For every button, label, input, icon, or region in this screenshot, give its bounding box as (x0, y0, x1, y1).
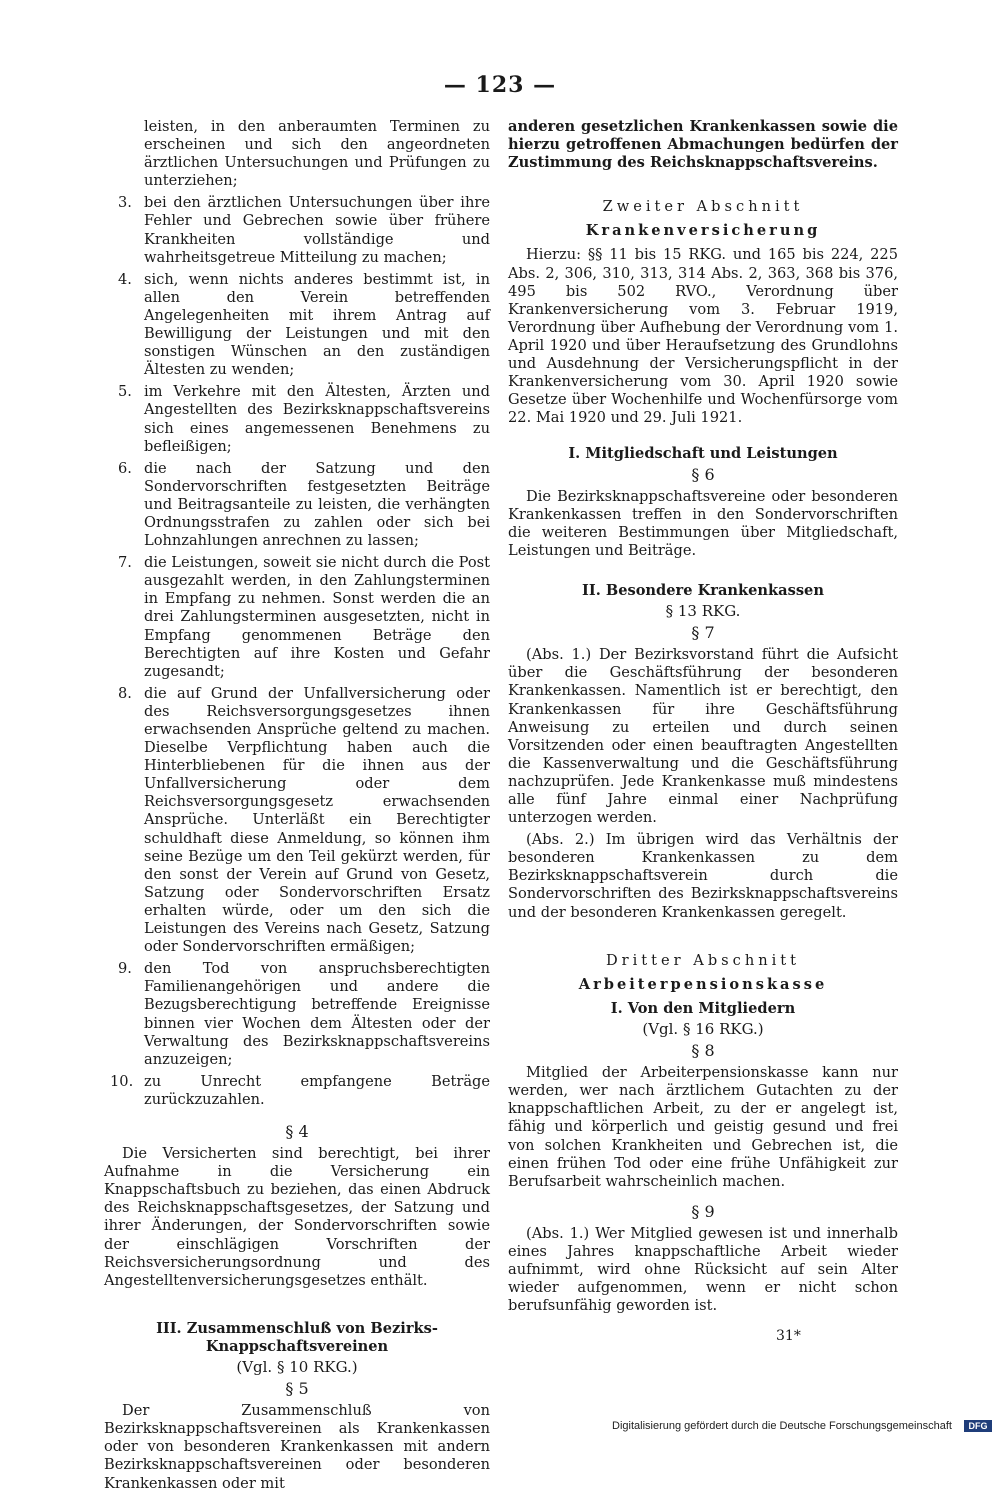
list-item-number: 10. (110, 1072, 134, 1090)
dfg-logo: DFG (964, 1420, 992, 1432)
list-item (104, 1073, 490, 1109)
list-item-text: bei den ärztlichen Untersuchungen über ihre Fehler und Gebrechen sowie über frühere Krankheiten vollständige und wahrheitsgetreue Mitteilung zu machen; (144, 194, 490, 266)
section-3-title: III. Zusammenschluß von Bezirks-Knappschaftsvereinen (156, 1319, 438, 1355)
paragraph-4-text: Die Versicherten sind berechtigt, bei ihrer Aufnahme in die Versicherung ein Knappschaftsbuch zu beziehen, das einen Abdruck des Reichsknappschaftsgesetzes, der Satzung und ihrer Änderungen, der Sondervorschriften sowie der einschlägigen Vorschriften der Reichsversicherungsordnung und des Angestelltenversicherungsgesetzes enthält. (104, 1145, 490, 1289)
part-3-heading: Dritter Abschnitt (605, 951, 801, 969)
list-item (104, 271, 490, 380)
paragraph-7-abs2: (Abs. 2.) Im übrigen wird das Verhältnis der besonderen Krankenkassen zu dem Bezirksknappschaftsverein durch die Sondervorschriften des Bezirksknappschaftsvereins und der besonderen Krankenkassen geregelt. (508, 831, 898, 921)
paragraph-9-heading: § 9 (691, 1201, 715, 1221)
list-item (104, 960, 490, 1069)
digitization-footer: Digitalisierung gefördert durch die Deutsche Forschungsgemeinschaft (612, 1420, 952, 1432)
part-3-title: Arbeiterpensionskasse (578, 975, 828, 993)
list-item-text: im Verkehre mit den Ältesten, Ärzten und Angestellten des Bezirksknappschaftsvereins sich eines angemessenen Benehmens zu befleißigen; (144, 383, 490, 455)
obligations-list (104, 118, 490, 1109)
list-item-text: sich, wenn nichts anderes bestimmt ist, in allen den Verein betreffenden Angelegenheiten mit ihrem Antrag auf Bewilligung der Leistungen und mit den sonstigen Wünschen an den zuständigen Ältesten zu wenden; (144, 270, 490, 379)
list-item-number: 3. (118, 194, 132, 212)
paragraph-6-text: Die Bezirksknappschaftsvereine oder besonderen Krankenkassen treffen in den Sondervorschriften die weiteren Bestimmungen über Mitgliedschaft, Leistungen und Beiträge. (508, 487, 898, 559)
list-item (104, 685, 490, 956)
paragraph-7-heading: § 7 (691, 623, 715, 643)
list-item-number: 6. (118, 459, 132, 477)
list-item-number: 5. (118, 383, 132, 401)
paragraph-8-text: Mitglied der Arbeiterpensionskasse kann nur werden, wer nach ärztlichem Gutachten zu der knappschaftlichen Arbeit, zu der er angelegt ist, fähig und körperlich und geistig gesund und frei von solchen Krankheiten und Gebrechen ist, die einen frühen Tod oder eine frühe Unfähigkeit zur Berufsarbeit wahrscheinlich machen. (508, 1064, 898, 1190)
continued-text: anderen gesetzlichen Krankenkassen sowie die hierzu getroffenen Abmachungen bedürfen der Zustimmung des Reichsknappschaftsvereins. (508, 118, 898, 172)
left-column (104, 118, 490, 1493)
list-item-number: 7. (118, 554, 132, 572)
section-2-reference: § 13 RKG. (665, 602, 741, 621)
list-item-number: 4. (118, 270, 132, 288)
list-item (104, 383, 490, 455)
section-3-mitglieder-reference: (Vgl. § 16 RKG.) (642, 1019, 764, 1038)
section-3-mitglieder-title: I. Von den Mitgliedern (610, 999, 796, 1017)
list-item (104, 554, 490, 681)
paragraph-5-text: Der Zusammenschluß von Bezirksknappschaftsvereinen als Krankenkassen oder von besonderen Krankenkassen mit andern Bezirksknappschaftsvereinen oder besonderen Krankenkassen oder mit (104, 1402, 490, 1492)
signature-mark: 31* (776, 1328, 801, 1344)
paragraph-5-heading: § 5 (285, 1379, 309, 1399)
list-item-number: 9. (118, 960, 132, 978)
part-2-heading: Zweiter Abschnitt (602, 198, 804, 216)
list-item-number: 8. (118, 684, 132, 702)
paragraph-9-abs1: (Abs. 1.) Wer Mitglied gewesen ist und innerhalb eines Jahres knappschaftliche Arbeit wieder aufnimmt, wird ohne Rücksicht auf sein Alter wieder aufgenommen, wenn er nicht schon berufsunfähig geworden ist. (508, 1224, 898, 1315)
list-item (104, 194, 490, 266)
paragraph-6-heading: § 6 (691, 464, 715, 484)
list-item-2-continued (104, 118, 490, 190)
list-item-text: die auf Grund der Unfallversicherung oder des Reichsversorgungsgesetzes ihnen erwachsenden Ansprüche geltend zu machen. Dieselbe Verpflichtung haben auch die Hinterbliebenen für die ihnen aus der Unfallversicherung oder dem Reichsversorgungsgesetz erwachsenden Ansprüche. Unterläßt ein Berechtigter schuldhaft diese Anmeldung, so können ihm seine Bezüge um den Teil gekürzt werden, für den sonst der Verein auf Grund von Gesetz, Satzung oder Sondervorschriften Ersatz erhalten würde, oder um den sich die Leistungen des Vereins nach Gesetz, Satzung oder Sondervorschriften ermäßigen; (144, 684, 490, 956)
list-item-text: leisten, in den anberaumten Terminen zu erscheinen und sich den angeordneten ärztlichen Untersuchungen und Prüfungen zu unterziehen; (144, 118, 490, 190)
legal-references: Hierzu: §§ 11 bis 15 RKG. und 165 bis 224, 225 Abs. 2, 306, 310, 313, 314 Abs. 2, 363, 368 bis 376, 495 bis 502 RVO., Verordnung über Krankenversicherung vom 3. Februar 1919, Verordnung über Aufhebung der Verordnung vom 1. April 1920 und über Heraufsetzung des Grundlohns und Ausdehnung der Versicherungspflicht in der Krankenversicherung vom 30. April 1920 sowie Gesetze über Wochenhilfe und Wochenfürsorge vom 22. Mai 1920 und 29. Juli 1921. (508, 246, 898, 427)
section-2-title: II. Besondere Krankenkassen (582, 581, 824, 599)
list-item-text: die Leistungen, soweit sie nicht durch die Post ausgezahlt werden, in den Zahlungsterminen in Empfang zu nehmen. Sonst werden die an drei Zahlungsterminen ausgesetzten, nicht in Empfang genommenen Beträge den Berechtigten auf ihre Kosten und Gefahr zugesandt; (144, 554, 490, 680)
section-3-reference: (Vgl. § 10 RKG.) (236, 1358, 358, 1376)
part-2-title: Krankenversicherung (585, 222, 821, 240)
page-number: — 123 — (443, 72, 557, 98)
paragraph-7-abs1: (Abs. 1.) Der Bezirksvorstand führt die Aufsicht über die Geschäftsführung der besonderen Krankenkassen. Namentlich ist er berechtigt, den Krankenkassen für ihre Geschäftsführung Anweisung zu erteilen und durch seinen Vorsitzenden oder einen beauftragten Angestellten die Kassenverwaltung und die Geschäftsführung nachzuprüfen. Jede Krankenkasse muß mindestens alle fünf Jahre einmal einer Nachprüfung unterzogen werden. (508, 646, 898, 827)
section-1-title: I. Mitgliedschaft und Leistungen (568, 445, 838, 463)
list-item-text: den Tod von anspruchsberechtigten Familienangehörigen und andere die Bezugsberechtigung betreffende Ereignisse binnen vier Wochen dem Ältesten oder der Verwaltung des Bezirksknappschaftsvereins anzuzeigen; (144, 960, 490, 1068)
paragraph-8-heading: § 8 (691, 1041, 715, 1061)
right-column (508, 118, 898, 1315)
list-item-text: zu Unrecht empfangene Beträge zurückzuzahlen. (144, 1072, 490, 1108)
list-item (104, 460, 490, 550)
list-item-text: die nach der Satzung und den Sondervorschriften festgesetzten Beiträge und Beitragsanteile zu leisten, die verhängten Ordnungsstrafen zu zahlen oder sich bei Lohnzahlungen anrechnen zu lassen; (144, 459, 490, 550)
paragraph-4-heading: § 4 (285, 1121, 309, 1141)
